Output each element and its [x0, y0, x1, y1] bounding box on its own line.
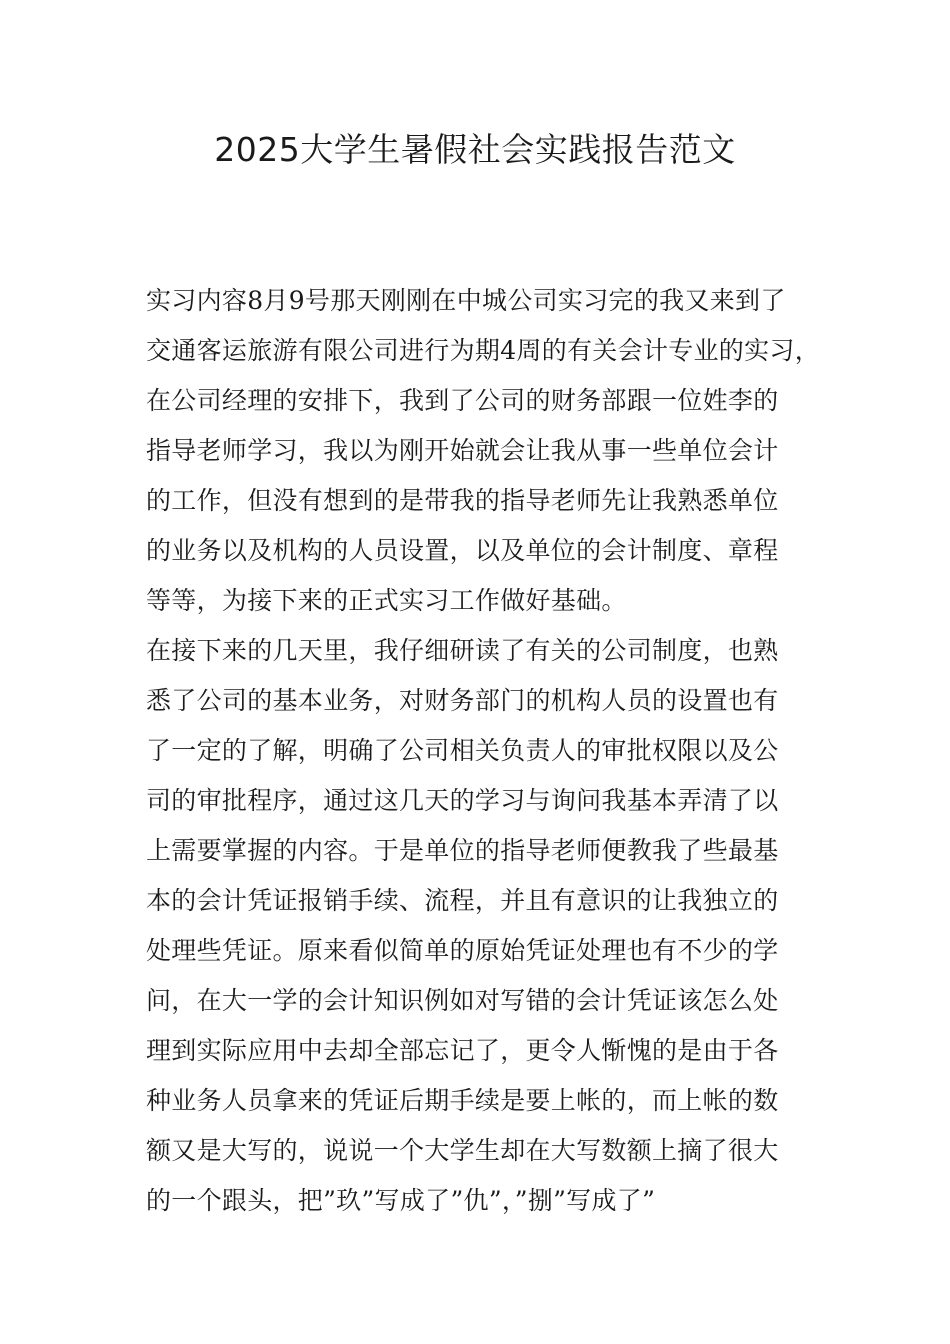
body-line: 的业务以及机构的人员设置，以及单位的会计制度、章程	[146, 536, 779, 565]
document-body	[146, 276, 821, 1226]
body-line: 处理些凭证。原来看似简单的原始凭证处理也有不少的学	[146, 936, 779, 965]
body-line: 了一定的了解，明确了公司相关负责人的审批权限以及公	[146, 736, 779, 765]
body-line: 的一个跟头，把”玖”写成了”仇”，”捌”写成了”	[146, 1186, 656, 1215]
body-line: 问，在大一学的会计知识例如对写错的会计凭证该怎么处	[146, 986, 779, 1015]
body-line: 理到实际应用中去却全部忘记了，更令人惭愧的是由于各	[146, 1036, 779, 1065]
body-line: 司的审批程序，通过这几天的学习与询问我基本弄清了以	[146, 786, 779, 815]
body-line: 悉了公司的基本业务，对财务部门的机构人员的设置也有	[146, 686, 779, 715]
body-line: 的工作，但没有想到的是带我的指导老师先让我熟悉单位	[146, 486, 779, 515]
body-line: 额又是大写的，说说一个大学生却在大写数额上摘了很大	[146, 1136, 779, 1165]
body-line: 等等，为接下来的正式实习工作做好基础。	[146, 586, 627, 615]
body-line: 种业务人员拿来的凭证后期手续是要上帐的，而上帐的数	[146, 1086, 779, 1115]
body-line: 在公司经理的安排下，我到了公司的财务部跟一位姓李的	[146, 386, 779, 415]
body-line: 上需要掌握的内容。于是单位的指导老师便教我了些最基	[146, 836, 779, 865]
body-line: 实习内容8月9号那天刚刚在中城公司实习完的我又来到了	[146, 286, 786, 315]
body-line: 本的会计凭证报销手续、流程，并且有意识的让我独立的	[146, 886, 779, 915]
document-title: 2025大学生暑假社会实践报告范文	[214, 130, 736, 169]
body-line: 交通客运旅游有限公司进行为期4周的有关会计专业的实习，	[146, 336, 821, 365]
body-line: 指导老师学习，我以为刚开始就会让我从事一些单位会计	[146, 436, 779, 465]
body-line: 在接下来的几天里，我仔细研读了有关的公司制度，也熟	[146, 636, 779, 665]
